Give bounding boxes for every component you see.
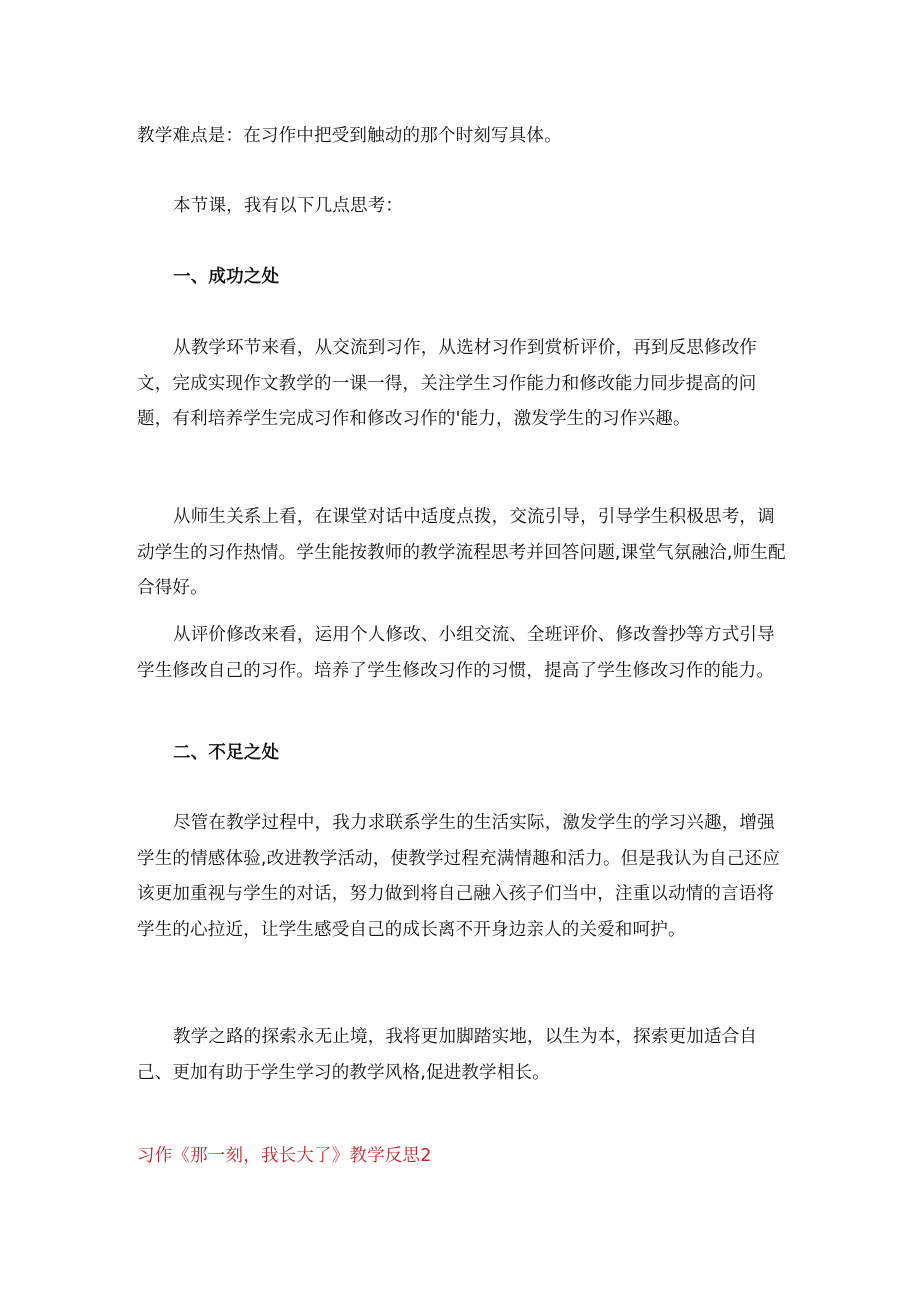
paragraph-shortcomings: 尽管在教学过程中，我力求联系学生的生活实际，激发学生的学习兴趣，增强学生的情感体验,改进教学活动，使教学过程充满情趣和活力。但是我认为自己还应该更加重视与学生的对话，努力做到将自己融入孩子们当中，注重以动情的言语将学生的心拉近，让学生感受自己的成长离不开身边亲人的关爱和呵护。 [137, 813, 780, 940]
section-heading-success: 一、成功之处 [173, 267, 280, 287]
teaching-difficulty-paragraph: 教学难点是：在习作中把受到触动的那个时刻写具体。 [137, 126, 562, 146]
paragraph-conclusion: 教学之路的探索永无止境，我将更加脚踏实地，以生为本，探索更加适合自己、更加有助于学生学习的教学风格,促进教学相长。 [137, 1027, 758, 1083]
next-article-title: 习作《那一刻，我长大了》教学反思2 [137, 1146, 432, 1166]
paragraph-teacher-student: 从师生关系上看，在课堂对话中适度点拨，交流引导，引导学生积极思考，调动学生的习作热情。学生能按教师的教学流程思考并回答问题,课堂气氛融洽,师生配合得好。 [137, 507, 786, 598]
paragraph-evaluation: 从评价修改来看，运用个人修改、小组交流、全班评价、修改誊抄等方式引导学生修改自己的习作。培养了学生修改习作的习惯，提高了学生修改习作的能力。 [137, 625, 775, 681]
section-heading-shortcomings: 二、不足之处 [173, 743, 280, 763]
paragraph-teaching-steps: 从教学环节来看，从交流到习作，从选材习作到赏析评价，再到反思修改作文，完成实现作文教学的一课一得，关注学生习作能力和修改能力同步提高的问题，有利培养学生完成习作和修改习作的'能力，激发学生的习作兴趣。 [137, 338, 758, 429]
intro-paragraph: 本节课，我有以下几点思考： [173, 196, 404, 216]
